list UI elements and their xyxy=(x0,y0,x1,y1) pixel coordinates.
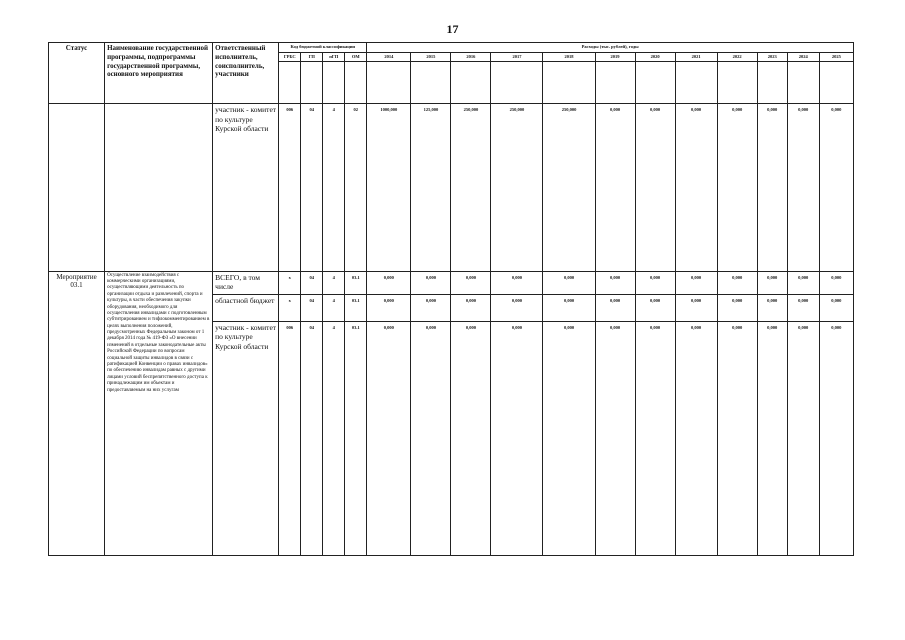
value-cell: 0,000 xyxy=(491,321,543,555)
value-cell: 0,000 xyxy=(491,271,543,294)
value-cell: 0,000 xyxy=(819,295,853,322)
code-cell: 04 xyxy=(301,295,323,322)
code-cell: х xyxy=(279,295,301,322)
header-year: 2017 xyxy=(491,52,543,62)
value-cell: 0,000 xyxy=(411,271,451,294)
code-cell: 4 xyxy=(323,321,345,555)
header-code-gp: ГП xyxy=(301,52,323,62)
value-cell: 0,000 xyxy=(367,321,411,555)
value-cell: 0,000 xyxy=(595,321,635,555)
value-cell: 0,000 xyxy=(595,271,635,294)
measure-description: Осуществление взаимодействия с коммерческими организациями, осуществляющими деятельность по организации отдыха и развлечений, спорта и культуры, в части обеспечения закупки оборудования, необходимого для осуществления инвалидами с подготовленным субтитрированием и тифлокомментированием в целях выполнения положений, предусмотренных Федеральным законом от 1 декабря 2014 года № 419-ФЗ «О внесении изменений в отдельные законодательные акты Российской Федерации по вопросам социальной защиты инвалидов в связи с ратификацией Конвенции о правах инвалидов» по обеспечению инвалидам равных с другими лицами условий беспрепятственного доступа к принадлежащим им объектам и предоставляемым на них услугам xyxy=(105,271,213,555)
value-cell: 0,000 xyxy=(757,271,787,294)
responsible-cell: ВСЕГО, в том числе xyxy=(213,271,279,294)
header-year: 2022 xyxy=(717,52,757,62)
value-cell: 0,000 xyxy=(451,321,491,555)
header-year: 2023 xyxy=(757,52,787,62)
value-cell: 250,000 xyxy=(451,104,491,271)
header-year: 2019 xyxy=(595,52,635,62)
value-cell: 0,000 xyxy=(717,321,757,555)
code-cell: 04 xyxy=(301,271,323,294)
value-cell: 0,000 xyxy=(819,321,853,555)
description-cell xyxy=(105,104,213,271)
status-cell xyxy=(49,104,105,271)
value-cell: 0,000 xyxy=(543,271,595,294)
value-cell: 0,000 xyxy=(635,104,675,271)
code-cell: х xyxy=(279,271,301,294)
header-code-pgp: пГП xyxy=(323,52,345,62)
value-cell: 0,000 xyxy=(543,295,595,322)
value-cell: 0,000 xyxy=(543,321,595,555)
header-year: 2024 xyxy=(787,52,819,62)
code-cell: 04 xyxy=(301,321,323,555)
value-cell: 0,000 xyxy=(451,295,491,322)
value-cell: 0,000 xyxy=(787,271,819,294)
value-cell: 0,000 xyxy=(635,271,675,294)
responsible-cell: участник - комитет по культуре Курской области xyxy=(213,104,279,271)
value-cell: 0,000 xyxy=(411,295,451,322)
budget-table xyxy=(48,42,854,556)
value-cell: 0,000 xyxy=(491,295,543,322)
code-cell: 006 xyxy=(279,321,301,555)
code-cell: 4 xyxy=(323,271,345,294)
value-cell: 0,000 xyxy=(675,295,717,322)
value-cell: 0,000 xyxy=(411,321,451,555)
header-year: 2025 xyxy=(819,52,853,62)
value-cell: 0,000 xyxy=(757,321,787,555)
value-cell: 0,000 xyxy=(635,295,675,322)
value-cell: 0,000 xyxy=(675,104,717,271)
value-cell: 0,000 xyxy=(787,104,819,271)
value-cell: 0,000 xyxy=(595,295,635,322)
value-cell: 250,000 xyxy=(543,104,595,271)
header-expense-group: Расходы (тыс. рублей), годы xyxy=(367,43,854,53)
header-code-om: ОМ xyxy=(345,52,367,62)
value-cell: 0,000 xyxy=(819,104,853,271)
value-cell: 0,000 xyxy=(757,104,787,271)
header-year: 2014 xyxy=(367,52,411,62)
code-cell: 02 xyxy=(345,104,367,271)
measure-status: Мероприятие 03.1 xyxy=(49,271,105,555)
code-cell: 006 xyxy=(279,104,301,271)
value-cell: 250,000 xyxy=(491,104,543,271)
code-cell: 04 xyxy=(301,104,323,271)
value-cell: 125,000 xyxy=(411,104,451,271)
code-cell: 03.1 xyxy=(345,295,367,322)
code-cell: 4 xyxy=(323,295,345,322)
header-status: Статус xyxy=(49,43,105,104)
table-row xyxy=(49,271,854,294)
value-cell: 0,000 xyxy=(717,271,757,294)
value-cell: 0,000 xyxy=(635,321,675,555)
code-cell: 03.1 xyxy=(345,321,367,555)
code-cell: 03.1 xyxy=(345,271,367,294)
header-year: 2016 xyxy=(451,52,491,62)
header-year: 2021 xyxy=(675,52,717,62)
responsible-cell: участник - комитет по культуре Курской области xyxy=(213,321,279,555)
code-cell: 4 xyxy=(323,104,345,271)
value-cell: 0,000 xyxy=(451,271,491,294)
header-year: 2020 xyxy=(635,52,675,62)
value-cell: 0,000 xyxy=(787,321,819,555)
table-row xyxy=(49,104,854,271)
header-row xyxy=(49,43,854,53)
value-cell: 0,000 xyxy=(675,321,717,555)
header-code-grbs: ГРБС xyxy=(279,52,301,62)
value-cell: 0,000 xyxy=(367,271,411,294)
header-responsible: Ответственный исполнитель, соисполнитель, участники xyxy=(213,43,279,104)
responsible-cell: областной бюджет xyxy=(213,295,279,322)
value-cell: 0,000 xyxy=(757,295,787,322)
header-year: 2015 xyxy=(411,52,451,62)
value-cell: 0,000 xyxy=(675,271,717,294)
value-cell: 0,000 xyxy=(367,295,411,322)
value-cell: 0,000 xyxy=(595,104,635,271)
header-year: 2018 xyxy=(543,52,595,62)
header-code-group: Код бюджетной классификации xyxy=(279,43,367,53)
header-name: Наименование государственной программы, подпрограммы государственной программы, основного мероприятия xyxy=(105,43,213,104)
value-cell: 0,000 xyxy=(819,271,853,294)
value-cell: 0,000 xyxy=(717,104,757,271)
value-cell: 0,000 xyxy=(787,295,819,322)
value-cell: 0,000 xyxy=(717,295,757,322)
page-number: 17 xyxy=(446,22,459,36)
value-cell: 1000,000 xyxy=(367,104,411,271)
